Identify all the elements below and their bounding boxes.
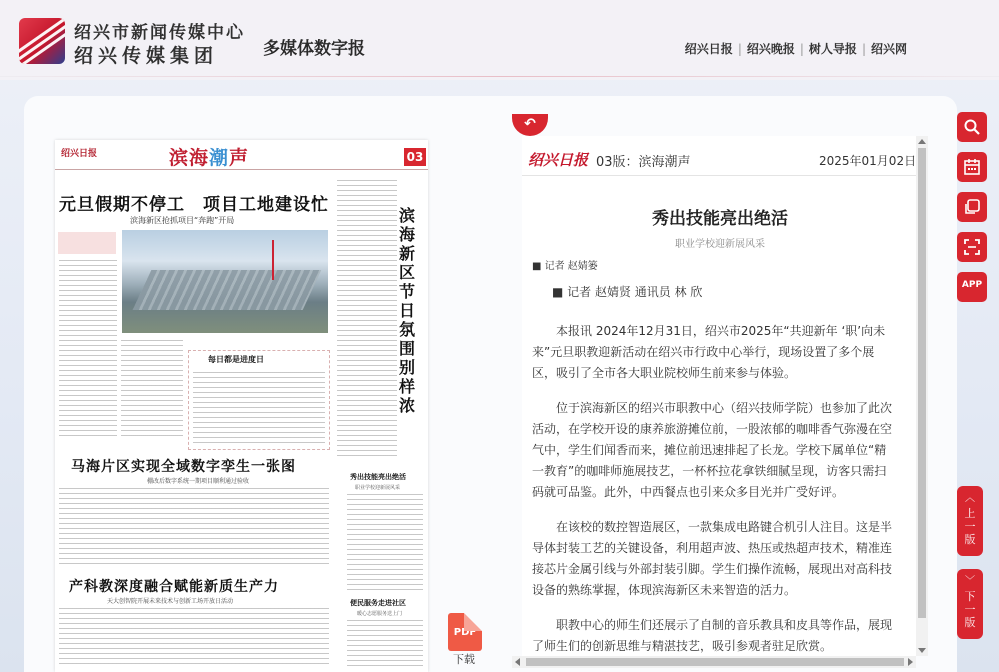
link-shaoxing-daily[interactable]: 绍兴日报	[684, 42, 733, 56]
calendar-button[interactable]	[957, 152, 987, 182]
article-header	[522, 144, 918, 176]
page-number-badge: 03	[404, 148, 426, 166]
download-label[interactable]: 下载	[453, 653, 475, 666]
pdf-icon[interactable]: PDF	[448, 613, 482, 651]
copy-button[interactable]	[957, 192, 987, 222]
text-column	[193, 372, 325, 444]
page-headline-3[interactable]: 产科教深度融合赋能新质生产力	[69, 579, 279, 595]
masthead-title	[169, 143, 249, 170]
search-button[interactable]	[957, 112, 987, 142]
next-edition-label: 下一版	[964, 590, 976, 629]
page-headline-1[interactable]: 元旦假期不停工 项目工地建设忙	[59, 195, 329, 215]
copy-icon	[963, 198, 981, 216]
side-story-2-title[interactable]: 便民服务走进社区	[350, 599, 406, 607]
scroll-left-arrow-icon[interactable]	[515, 658, 520, 666]
masthead-logo: 绍兴日报	[61, 149, 98, 159]
text-column	[347, 620, 423, 668]
text-column	[337, 180, 397, 460]
group-logo-icon[interactable]	[19, 18, 65, 64]
side-story-1-title[interactable]: 秀出技能亮出绝活	[350, 473, 406, 481]
article-edition: 03版：滨海潮声	[596, 155, 691, 170]
product-name: 多媒体数字报	[263, 39, 365, 59]
back-arrow-icon: ↶	[524, 116, 536, 132]
org-name: 绍兴市新闻传媒中心	[74, 23, 245, 43]
scrollbar-thumb[interactable]	[918, 148, 926, 618]
masthead-title-c: 声	[229, 147, 250, 169]
link-shaoxing-evening[interactable]: 绍兴晚报	[746, 42, 795, 56]
page-subhead-1[interactable]: 滨海新区抢抓项目“奔跑”开局	[130, 216, 235, 225]
article-panel	[522, 136, 918, 656]
header-divider	[0, 76, 999, 77]
prev-edition-button[interactable]	[957, 486, 983, 556]
site-header	[0, 0, 999, 80]
chevron-down-icon: ﹀	[965, 576, 975, 587]
link-shuren-guide[interactable]: 树人导报	[808, 42, 857, 56]
side-story-2-subtitle: 暖心志愿服务送上门	[357, 611, 403, 617]
scroll-right-arrow-icon[interactable]	[908, 658, 913, 666]
prev-edition-label: 上一版	[964, 507, 976, 546]
article-paragraph: 本报讯 2024年12月31日，绍兴市2025年“共迎新年 ‘职’向未来”元旦职教迎新活动在绍兴市行政中心举行，现场设置了多个展区，吸引了全市各大职业院校师生前来参与体验。	[532, 324, 886, 380]
page-photo[interactable]	[122, 230, 328, 333]
text-column	[347, 494, 423, 590]
text-column	[59, 488, 329, 568]
chevron-up-icon: ︿	[965, 493, 975, 504]
scroll-up-arrow-icon[interactable]	[918, 139, 926, 144]
top-links: 绍兴日报 | 绍兴晚报 | 树人导报 | 绍兴网	[684, 42, 907, 56]
next-edition-button[interactable]	[957, 569, 983, 639]
article-byline: ■ 记者 赵婧贤 通讯员 林 欣	[552, 285, 703, 299]
article-title: 秀出技能亮出绝活	[652, 209, 788, 229]
side-story-1-subtitle: 职业学校迎新展风采	[355, 485, 401, 491]
scrollbar-thumb[interactable]	[526, 658, 904, 666]
article-horizontal-scrollbar[interactable]	[512, 656, 916, 668]
article-paragraph: 职教中心的师生们还展示了自制的音乐教具和皮具等作品，展现了师生们的创新思维与精湛技艺，吸引参观者驻足欣赏。	[532, 618, 893, 653]
boxed-story-title: 每日都是进度日	[208, 355, 264, 364]
masthead-title-b: 潮	[209, 147, 230, 169]
scroll-down-arrow-icon[interactable]	[918, 648, 926, 653]
calendar-icon	[963, 158, 981, 176]
article-subtitle: 职业学校迎新展风采	[675, 239, 765, 250]
page-masthead	[55, 140, 428, 170]
fullscreen-button[interactable]	[957, 232, 987, 262]
article-paragraph: 在该校的数控智造展区，一款集成电路键合机引人注目。这是半导体封装工艺的关键设备，利用超声波、热压或热超声技术，精准连接芯片金属引线与外部封装引脚。学生们操作流畅，展现出对高科技设备的熟练掌握，体现滨海新区未来智造的活力。	[532, 520, 893, 597]
text-column	[121, 340, 183, 440]
article-vertical-scrollbar[interactable]	[916, 136, 928, 656]
vertical-headline[interactable]: 滨海新区节日氛围别样浓	[398, 206, 415, 415]
article-date: 2025年01月02日	[819, 154, 917, 168]
article-body	[532, 282, 894, 656]
masthead-title-a: 滨海	[169, 147, 210, 169]
newspaper-page-image[interactable]	[55, 140, 428, 672]
article-paragraph: 位于滨海新区的绍兴市职教中心（绍兴技师学院）也参加了此次活动，在学校开设的康养旅游摊位前，一股浓郁的咖啡香气弥漫在空气中，学生们闻香而来，摊位前迅速排起了长龙。学校下属单位“精一教育”的咖啡师施展技艺，一杯杯拉花拿铁细腻呈现，访客只需扫码就可品鉴。此外，中西餐点也引来众多目光并广受好评。	[532, 401, 893, 499]
app-button[interactable]	[957, 272, 987, 302]
page-headline-2[interactable]: 马海片区实现全域数字孪生一张图	[71, 459, 296, 475]
link-shaoxing-net[interactable]: 绍兴网	[870, 42, 907, 56]
article-author: ■ 记者 赵婧篓	[532, 261, 598, 272]
search-icon	[963, 118, 981, 136]
text-column	[59, 608, 329, 668]
app-icon: APP	[961, 280, 983, 290]
page-red-label	[58, 232, 116, 254]
article-paper-name: 绍兴日报	[528, 151, 589, 169]
text-column	[59, 260, 117, 440]
page-subhead-3: 天大创智院开展未来技术与创新工场开放日活动	[107, 598, 234, 605]
group-name: 绍兴传媒集团	[74, 45, 219, 67]
page-subhead-2: 棚改后数字系统一期项目顺利通过验收	[147, 478, 250, 485]
fullscreen-icon	[963, 238, 981, 256]
